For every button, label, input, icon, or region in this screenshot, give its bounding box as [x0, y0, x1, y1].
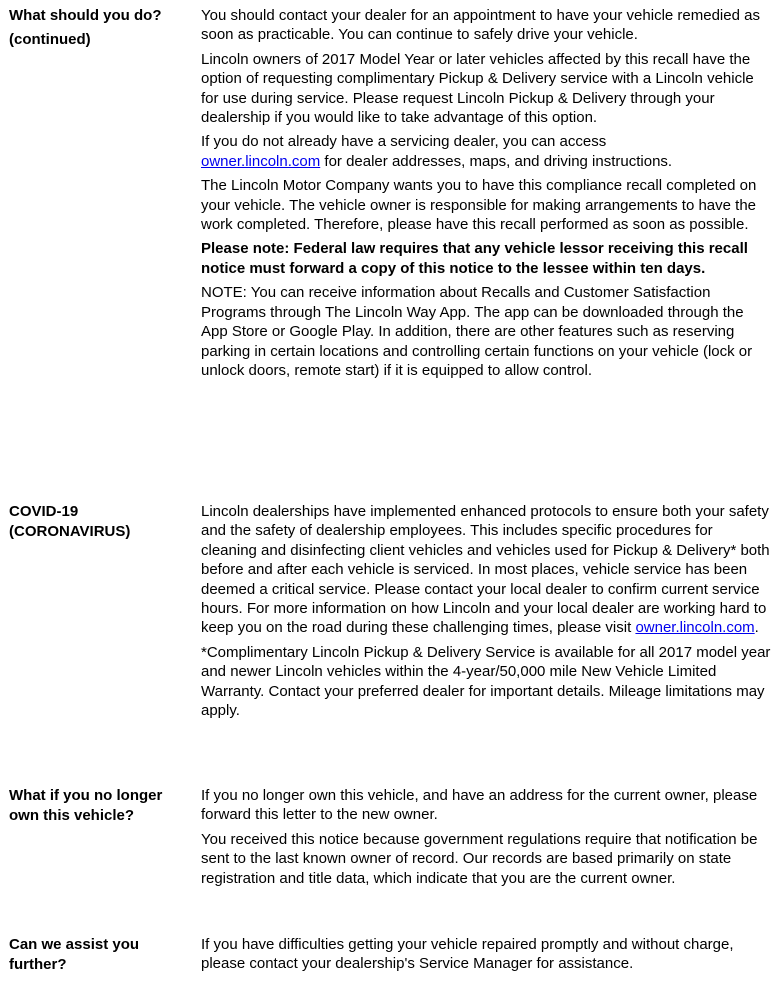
heading-line: Can we assist you: [9, 936, 140, 953]
section-heading: [9, 6, 194, 50]
heading-line: (CORONAVIRUS): [9, 523, 131, 540]
section-body: [201, 786, 771, 893]
heading-line: COVID-19: [9, 503, 79, 520]
paragraph: You should contact your dealer for an appointment to have your vehicle remedied as soon as practicable. You can continue to safely drive your vehicle.: [201, 7, 760, 44]
section-body: [201, 502, 771, 725]
paragraph: The Lincoln Motor Company wants you to have this compliance recall completed on your vehicle. The vehicle owner is responsible for making arrangements to have the work completed. Therefore, please have this recall performed as soon as possible.: [201, 177, 757, 234]
paragraph: If you no longer own this vehicle, and have an address for the current owner, please forward this letter to the new owner.: [201, 787, 758, 824]
section-heading: [9, 935, 194, 975]
paragraph: Lincoln owners of 2017 Model Year or later vehicles affected by this recall have the option of requesting complimentary Pickup & Delivery service with a Lincoln vehicle for use during service. Please request Lincoln Pickup & Delivery through your dealership if you would like to take advantage of this option.: [201, 50, 754, 127]
section-body: [201, 6, 771, 385]
federal-law-note: Please note: Federal law requires that any vehicle lessor receiving this recall notice must forward a copy of this notice to the lessee within ten days.: [201, 240, 748, 277]
paragraph-text: .: [754, 619, 759, 637]
paragraph: [201, 132, 771, 171]
heading-line: own this vehicle?: [9, 807, 135, 824]
owner-lincoln-link[interactable]: owner.lincoln.com: [201, 152, 321, 170]
heading-line: What if you no longer: [9, 787, 163, 804]
section-heading: [9, 502, 194, 542]
heading-line: further?: [9, 956, 67, 973]
heading-line: (continued): [9, 31, 91, 48]
paragraph: You received this notice because government regulations require that notification be sent to the last known owner of record. Our records are based primarily on state registration and title data, which indicate that you are the current owner.: [201, 830, 758, 887]
paragraph: [201, 502, 771, 638]
section-body: [201, 935, 771, 979]
paragraph: NOTE: You can receive information about Recalls and Customer Satisfaction Programs through The Lincoln Way App. The app can be downloaded through the App Store or Google Play. In addition, there are other features such as reserving parking in certain locations and controlling certain functions on your vehicle (lock or unlock doors, remote start) if it is equipped to allow control.: [201, 284, 753, 379]
heading-line: What should you do?: [9, 7, 162, 24]
paragraph-text: If you do not already have a servicing dealer, you can access: [201, 133, 607, 151]
paragraph: If you have difficulties getting your vehicle repaired promptly and without charge, please contact your dealership's Service Manager for assistance.: [201, 936, 734, 973]
owner-lincoln-link[interactable]: owner.lincoln.com: [635, 619, 755, 637]
paragraph-text: for dealer addresses, maps, and driving instructions.: [320, 152, 673, 170]
section-heading: [9, 786, 194, 826]
paragraph-text: Lincoln dealerships have implemented enhanced protocols to ensure both your safety and the safety of dealership employees. This includes specific procedures for cleaning and disinfecting client vehicles and vehicles used for Pickup & Delivery* both before and after each vehicle is serviced. In most places, vehicle service has been deemed a critical service. Please contact your local dealer to confirm current service hours. For more information on how Lincoln and your local dealer are working hard to keep you on the road during these challenging times, please visit: [201, 503, 770, 637]
paragraph: *Complimentary Lincoln Pickup & Delivery Service is available for all 2017 model year and newer Lincoln vehicles within the 4-year/50,000 mile New Vehicle Limited Warranty. Contact your preferred dealer for important details. Mileage limitations may apply.: [201, 643, 771, 720]
